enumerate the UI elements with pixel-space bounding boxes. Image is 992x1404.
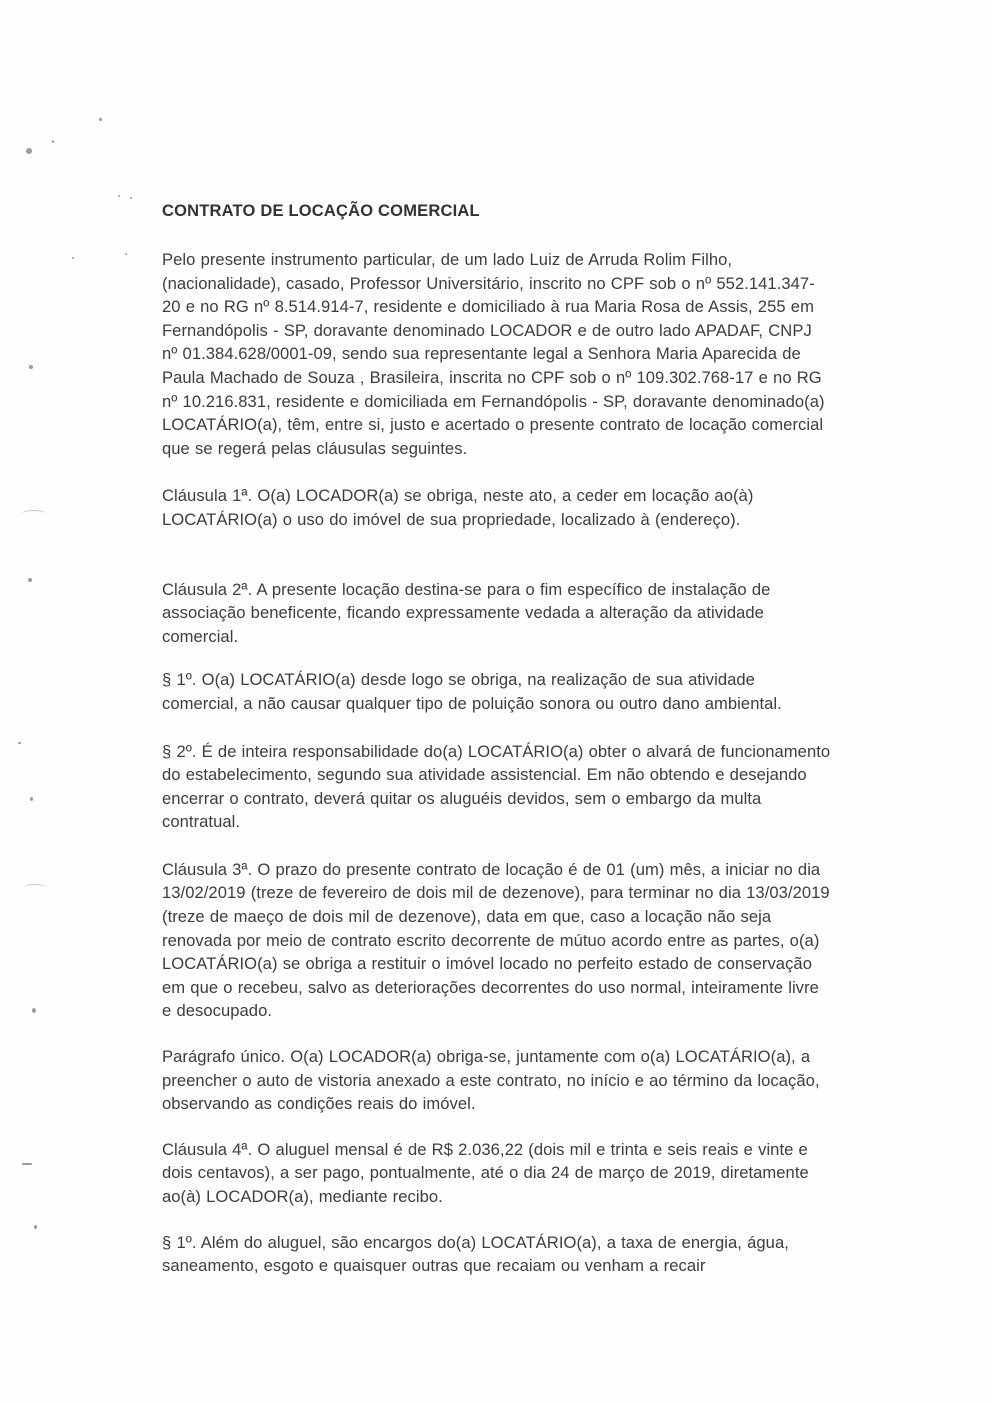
scan-speck	[22, 1163, 32, 1165]
clause-2-paragraph-2: § 2º. É de inteira responsabilidade do(a) LOCATÁRIO(a) obter o alvará de funcionamento do estabelecimento, segundo sua atividade assistencial. Em não obtendo e desejando encerrar o contrato, deverá quitar os aluguéis devidos, sem o embargo da multa contratual.	[162, 741, 831, 832]
scan-smudge	[24, 884, 46, 891]
clause-3: Cláusula 3ª. O prazo do presente contrato de locação é de 01 (um) mês, a iniciar no dia 13/02/2019 (treze de fevereiro de dois mil de dezenove), para terminar no dia 13/03/2019 (treze de maeço de dois mil de dezenove), data em que, caso a locação não seja renovada por meio de contrato escrito decorrente de mútuo acordo entre as partes, o(a) LOCATÁRIO(a) se obriga a restituir o imóvel locado no perfeito estado de conservação em que o recebeu, salvo as deteriorações decorrentes do uso normal, inteiramente livre e desocupado.	[162, 859, 830, 1021]
intro-paragraph: Pelo presente instrumento particular, de um lado Luiz de Arruda Rolim Filho, (nacionalidade), casado, Professor Universitário, inscrito no CPF sob o nº 552.141.347-20 e no RG nº 8.514.914-7, residente e domiciliado à rua Maria Rosa de Assis, 255 em Fernandópolis - SP, doravante denominado LOCADOR e de outro lado APADAF, CNPJ nº 01.384.628/0001-09, sendo sua representante legal a Senhora Maria Aparecida de Paula Machado de Souza , Brasileira, inscrita no CPF sob o nº 109.302.768-17 e no RG nº 10.216.831, residente e domiciliada em Fernandópolis - SP, doravante denominado(a) LOCATÁRIO(a), têm, entre si, justo e acertado o presente contrato de locação comercial que se regerá pelas cláusulas seguintes.	[162, 250, 825, 458]
scan-speck	[125, 253, 127, 255]
scan-speck	[118, 195, 120, 197]
scan-speck	[28, 578, 32, 582]
scan-speck	[52, 140, 54, 143]
scan-speck	[130, 197, 132, 199]
scan-speck	[32, 1008, 36, 1013]
document-body	[162, 200, 832, 1278]
clause-4-paragraph-1: § 1º. Além do aluguel, são encargos do(a) LOCATÁRIO(a), a taxa de energia, água, saneamento, esgoto e quaisquer outras que recaiam ou venham a recair	[162, 1232, 789, 1276]
scan-smudge	[22, 510, 46, 517]
scan-speck	[30, 797, 33, 801]
sole-paragraph: Parágrafo único. O(a) LOCADOR(a) obriga-se, juntamente com o(a) LOCATÁRIO(a), a preencher o auto de vistoria anexado a este contrato, no início e ao término da locação, observando as condições reais do imóvel.	[162, 1047, 820, 1114]
clause-1: Cláusula 1ª. O(a) LOCADOR(a) se obriga, neste ato, a ceder em locação ao(à) LOCATÁRIO(a) o uso do imóvel de sua propriedade, localizado à (endereço).	[162, 486, 754, 529]
document-title: CONTRATO DE LOCAÇÃO COMERCIAL	[162, 202, 480, 220]
scan-speck	[99, 118, 102, 121]
scan-speck	[29, 365, 33, 369]
scan-speck	[34, 1225, 37, 1229]
clause-4: Cláusula 4ª. O aluguel mensal é de R$ 2.036,22 (dois mil e trinta e seis reais e vinte e dois centavos), a ser pago, pontualmente, até o dia 24 de março de 2019, diretamente ao(à) LOCADOR(a), mediante recibo.	[162, 1139, 809, 1206]
scan-speck	[18, 742, 21, 744]
clause-2: Cláusula 2ª. A presente locação destina-se para o fim específico de instalação de associação beneficente, ficando expressamente vedada a alteração da atividade comercial.	[162, 579, 771, 646]
scan-speck	[72, 257, 74, 259]
clause-2-paragraph-1: § 1º. O(a) LOCATÁRIO(a) desde logo se obriga, na realização de sua atividade comercial, a não causar qualquer tipo de poluição sonora ou outro dano ambiental.	[162, 670, 782, 713]
scan-speck	[26, 148, 32, 154]
